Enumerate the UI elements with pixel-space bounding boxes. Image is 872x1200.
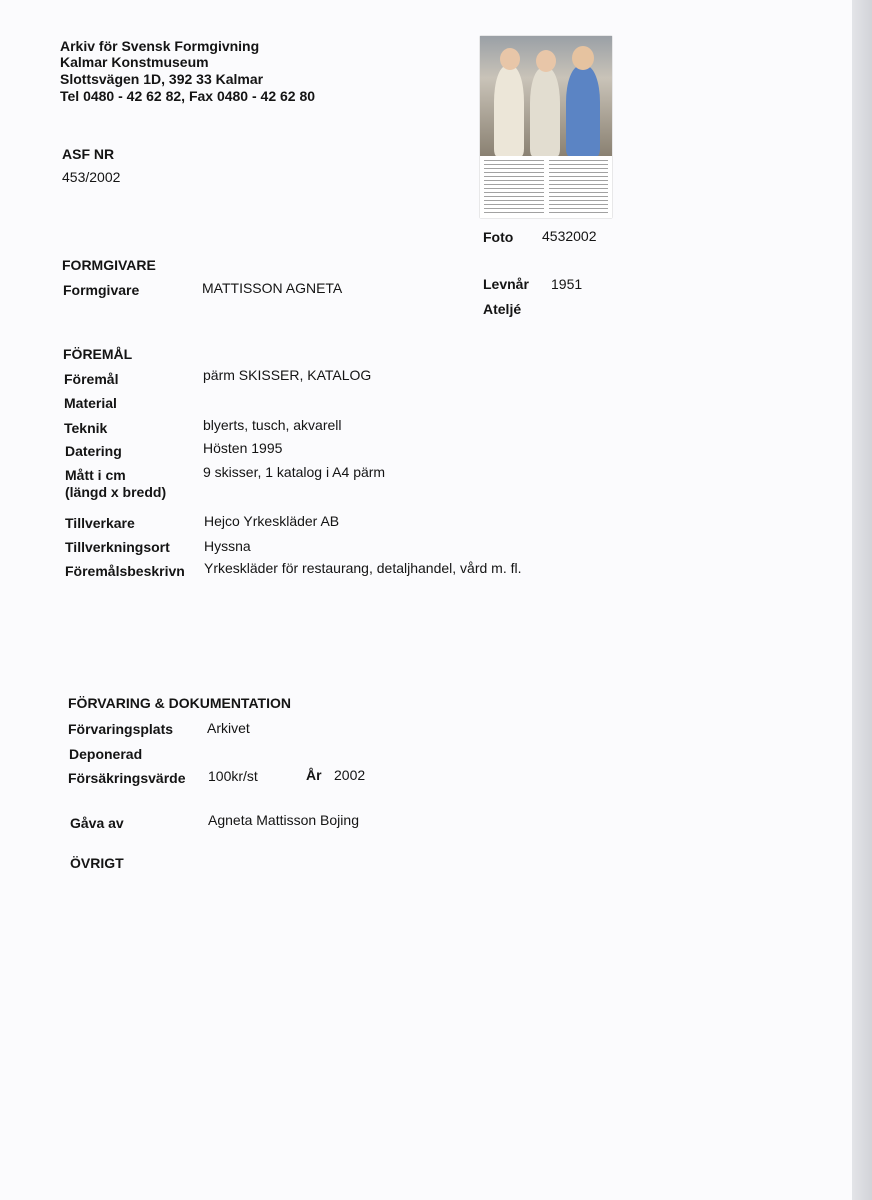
section-forvaring: FÖRVARING & DOKUMENTATION bbox=[68, 695, 291, 711]
foto-label: Foto bbox=[483, 229, 514, 245]
photo-figure bbox=[566, 66, 600, 156]
forsakringsvarde-value: 100kr/st bbox=[208, 768, 258, 784]
photo-figure-head bbox=[572, 46, 594, 70]
ar-value: 2002 bbox=[334, 767, 366, 783]
formgivare-value: MATTISSON AGNETA bbox=[202, 280, 343, 296]
matt-sublabel: (längd x bredd) bbox=[65, 484, 167, 500]
photo-image bbox=[480, 36, 612, 156]
section-formgivare: FORMGIVARE bbox=[62, 257, 156, 273]
tillverkare-label: Tillverkare bbox=[65, 515, 135, 531]
header-org: Arkiv för Svensk Formgivning bbox=[60, 38, 260, 54]
atelje-label: Ateljé bbox=[483, 301, 522, 317]
material-label: Material bbox=[64, 395, 117, 411]
teknik-label: Teknik bbox=[64, 420, 108, 436]
catalog-photo bbox=[480, 36, 612, 218]
foremal-value: pärm SKISSER, KATALOG bbox=[203, 367, 372, 383]
asf-value: 453/2002 bbox=[62, 169, 121, 185]
datering-value: Hösten 1995 bbox=[203, 440, 283, 456]
matt-label: Mått i cm bbox=[65, 467, 126, 483]
asf-label: ASF NR bbox=[62, 146, 115, 162]
formgivare-label: Formgivare bbox=[63, 282, 140, 298]
foto-value: 4532002 bbox=[542, 228, 597, 244]
page-edge-shadow bbox=[852, 0, 872, 1200]
gava-value: Agneta Mattisson Bojing bbox=[208, 812, 359, 828]
photo-figure-head bbox=[500, 48, 520, 70]
forsakringsvarde-label: Försäkringsvärde bbox=[68, 770, 186, 786]
datering-label: Datering bbox=[65, 443, 122, 459]
levnar-label: Levnår bbox=[483, 276, 529, 292]
header-museum: Kalmar Konstmuseum bbox=[60, 54, 209, 70]
teknik-value: blyerts, tusch, akvarell bbox=[203, 417, 342, 433]
gava-label: Gåva av bbox=[70, 815, 124, 831]
header-phone: Tel 0480 - 42 62 82, Fax 0480 - 42 62 80 bbox=[60, 88, 316, 104]
matt-value: 9 skisser, 1 katalog i A4 pärm bbox=[203, 464, 386, 480]
foremal-label: Föremål bbox=[64, 371, 119, 387]
ar-label: År bbox=[306, 767, 322, 783]
section-foremal: FÖREMÅL bbox=[63, 346, 133, 362]
photo-figure-head bbox=[536, 50, 556, 72]
forvaringsplats-value: Arkivet bbox=[207, 720, 250, 736]
beskrivning-label: Föremålsbeskrivn bbox=[65, 563, 185, 579]
photo-figure bbox=[494, 66, 524, 156]
tillverkningsort-label: Tillverkningsort bbox=[65, 539, 170, 555]
levnar-value: 1951 bbox=[551, 276, 583, 292]
forvaringsplats-label: Förvaringsplats bbox=[68, 721, 174, 737]
photo-catalog-text bbox=[484, 160, 608, 214]
tillverkare-value: Hejco Yrkeskläder AB bbox=[204, 513, 340, 529]
deponerad-label: Deponerad bbox=[69, 746, 143, 762]
section-ovrigt: ÖVRIGT bbox=[70, 855, 124, 871]
beskrivning-value: Yrkeskläder för restaurang, detaljhandel, vård m. fl. bbox=[204, 560, 522, 576]
header-address: Slottsvägen 1D, 392 33 Kalmar bbox=[60, 71, 264, 87]
photo-figure bbox=[530, 68, 560, 156]
tillverkningsort-value: Hyssna bbox=[204, 538, 251, 554]
